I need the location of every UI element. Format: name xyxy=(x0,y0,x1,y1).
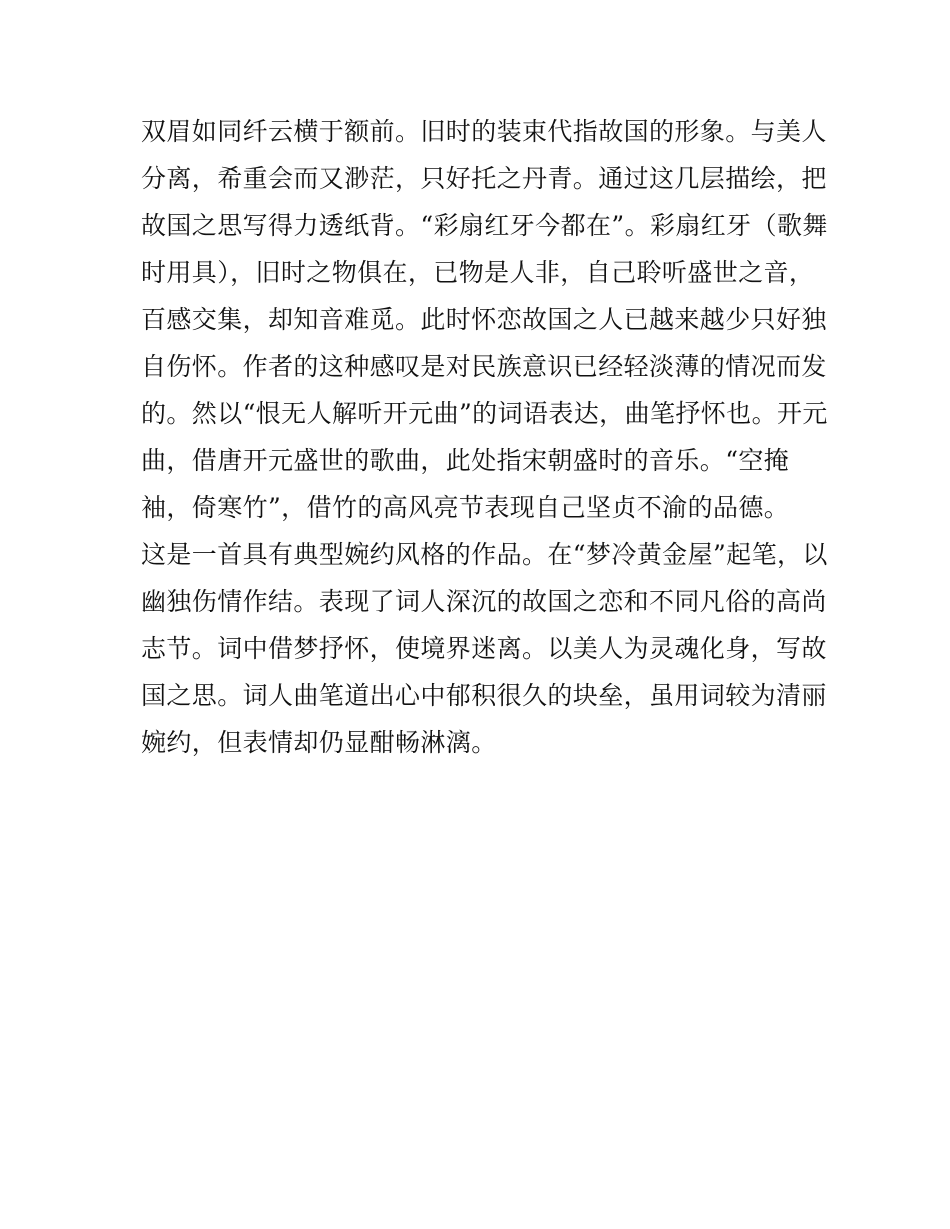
text-line: 国之思。词人曲笔道出心中郁积很久的块垒，虽用词较为清丽 xyxy=(141,681,827,710)
text-line: 曲，借唐开元盛世的歌曲，此处指宋朝盛时的音乐。“空掩 xyxy=(141,446,790,475)
text-line: 志节。词中借梦抒怀，使境界迷离。以美人为灵魂化身，写故 xyxy=(141,634,827,663)
text-line: 袖，倚寒竹”，借竹的高风亮节表现自己坚贞不渝的品德。 xyxy=(141,493,790,522)
text-line: 的。然以“恨无人解听开元曲”的词语表达，曲笔抒怀也。开元 xyxy=(141,399,828,428)
body-text xyxy=(141,108,828,766)
text-line: 时用具），旧时之物俱在，已物是人非，自己聆听盛世之音， xyxy=(141,258,815,287)
text-line: 百感交集，却知音难觅。此时怀恋故国之人已越来越少只好独 xyxy=(141,305,827,334)
text-line: 分离，希重会而又渺茫，只好托之丹青。通过这几层描绘，把 xyxy=(141,164,827,193)
text-line: 故国之思写得力透纸背。“彩扇红牙今都在”。彩扇红牙（歌舞 xyxy=(141,211,828,240)
text-line: 双眉如同纤云横于额前。旧时的装束代指故国的形象。与美人 xyxy=(141,117,827,146)
text-line: 婉约，但表情却仍显酣畅淋漓。 xyxy=(141,728,497,757)
text-line: 幽独伤情作结。表现了词人深沉的故国之恋和不同凡俗的高尚 xyxy=(141,587,827,616)
text-line: 自伤怀。作者的这种感叹是对民族意识已经轻淡薄的情况而发 xyxy=(141,352,827,381)
text-line: 这是一首具有典型婉约风格的作品。在“梦冷黄金屋”起笔，以 xyxy=(141,540,828,569)
